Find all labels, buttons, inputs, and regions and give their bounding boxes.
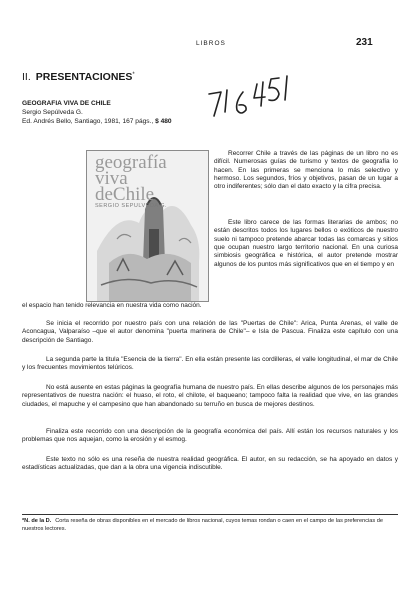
paragraph-geografia-humana: No está ausente en estas páginas la geografía humana de nuestro país. En ellas describe algunos de los personajes más representativos de nuestra nación: el huaso, el roto, el chilote, el baqueano; tampoco falta la realidad que vive, en las grandes ciudades, el mapuche y el campesino que han abandonado su terruño en busca de mejores destinos.: [22, 384, 398, 408]
cover-title-line: geografía: [95, 152, 167, 173]
page-number: 231: [356, 37, 373, 48]
book-publication-details: Ed. Andrés Bello, Santiago, 1981, 167 págs.,: [22, 118, 154, 125]
footnote-divider: [22, 514, 398, 515]
book-cover-image: [86, 150, 209, 302]
cover-title-line: deChile: [95, 184, 155, 205]
section-number: II.: [22, 71, 31, 83]
paragraph-geografia-economica: Finaliza este recorrido con una descripción de la geografía económica del país. Allí están los recursos naturales y los problemas que nos aquejan, como la erosión y el esmog.: [22, 428, 398, 444]
running-head: LIBROS: [196, 40, 226, 47]
book-price: $ 480: [155, 118, 172, 125]
paragraph-text: Recorrer Chile a través de las páginas de un libro no es difícil. Numerosas guías de turismo y textos de geografía lo hacen. En las primeras se menciona lo más selectivo y hermoso. Los segundos, fríos y objetivos, pasan de un lugar a otro indiferentes; sólo dan el dato exacto y la cifra precisa.: [214, 150, 398, 191]
paragraph-intro: [214, 150, 398, 192]
footnote-tag: *N. de la D.: [22, 518, 52, 524]
section-title: PRESENTACIONES: [35, 71, 133, 83]
footnote: [22, 518, 398, 533]
book-title: GEOGRAFIA VIVA DE CHILE: [22, 100, 111, 107]
cover-author: SERGIO SEPULVEDA G.: [95, 203, 168, 209]
paragraph-continuation: el espacio han tenido relevancia en nuestra vida como nación.: [22, 302, 202, 309]
handwritten-note: [205, 72, 295, 128]
footnote-text: Corta reseña de obras disponibles en el mercado de libros nacional, cuyos temas rondan o caen en el campo de las preferencias de nuestros lectores.: [22, 518, 383, 532]
book-publication: [22, 118, 172, 127]
cover-title: [95, 152, 205, 205]
section-heading: [22, 71, 135, 83]
paragraph-puertas: Se inicia el recorrido por nuestro país con una relación de las "Puertas de Chile": Arica, Punta Arenas, el valle de Aconcagua, Valparaíso –que el autor denomina "puerta marinera de Chile"– e Isla de Pascua. Finaliza este capítulo con una descripción de Santiago.: [22, 320, 398, 344]
footnote-marker: *: [132, 72, 135, 78]
paragraph-text: Este libro carece de las formas literarias de ambos; no están descritos todos los lugares bellos o exóticos de nuestro suelo ni tampoco pretende abarcar todas las comarcas y sitios que ocupan nuestro largo territorio nacional. En una curiosa simbiosis geográfica e histórica, el autor pretende mostrar algunos de los puntos más significativos que en el tiempo y en: [214, 219, 398, 268]
book-author: Sergio Sepúlveda G.: [22, 109, 83, 116]
paragraph-form: [214, 219, 398, 269]
cover-title-line: viva: [95, 168, 128, 189]
paragraph-conclusion: Este texto no sólo es una reseña de nuestra realidad geográfica. El autor, en su redacción, se ha apoyado en datos y estadísticas actualizadas, que dan a la obra una vigencia indiscutible.: [22, 456, 398, 472]
paragraph-esencia: La segunda parte la titula "Esencia de la tierra". En ella están presente las cordilleras, el valle longitudinal, el mar de Chile y los frecuentes movimientos telúricos.: [22, 356, 398, 372]
